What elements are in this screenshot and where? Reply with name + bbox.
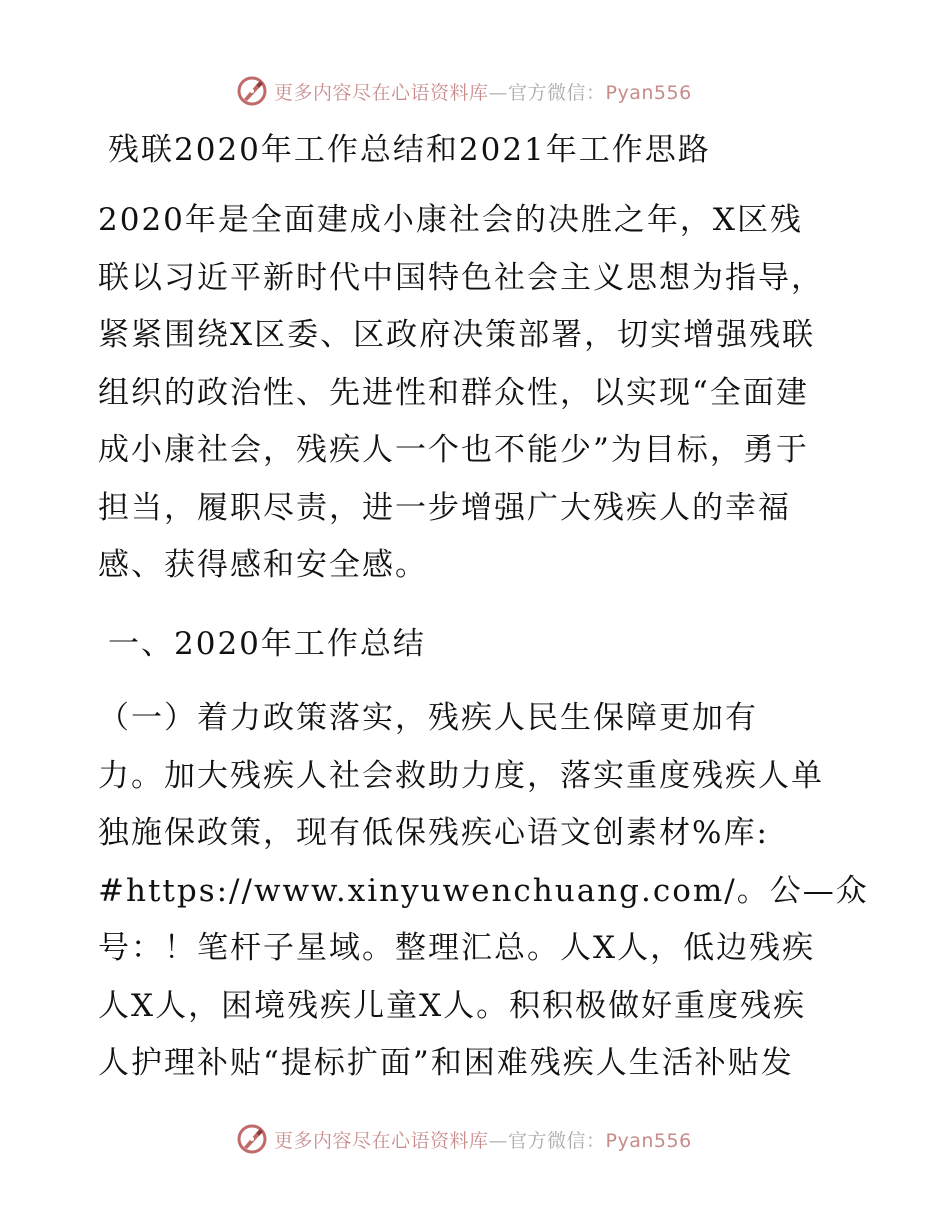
intro-line: 紧紧围绕X区委、区政府决策部署，切实增强残联 (98, 317, 816, 353)
watermark-prefix: 更多内容尽在心语资料库 (274, 81, 489, 104)
intro-line: 感、获得感和安全感。 (98, 547, 428, 583)
section-line: 人X人，困境残疾儿童X人。积积极做好重度残疾 (98, 987, 807, 1024)
watermark-wechat-label: 官方微信： (508, 81, 606, 104)
pen-logo-icon (236, 1123, 268, 1155)
intro-line: 联以习近平新时代中国特色社会主义思想为指导， (98, 259, 824, 296)
intro-line: 2020年是全面建成小康社会的决胜之年，X区残 (98, 202, 803, 238)
section-line: 力。加大残疾人社会救助力度，落实重度残疾人单 (98, 757, 824, 794)
section-line: 号：！笔杆子星域。整理汇总。人X人，低边残疾 (98, 930, 816, 966)
section-line: 独施保政策，现有低保残疾心语文创素材%库: (98, 815, 769, 851)
document-title: 残联2020年工作总结和2021年工作思路 (108, 132, 711, 168)
section-heading: 一、2020年工作总结 (108, 626, 426, 662)
watermark-text (274, 78, 692, 105)
watermark-text (274, 1126, 692, 1153)
intro-line: 担当，履职尽责，进一步增强广大残疾人的幸福 (98, 489, 791, 526)
watermark-banner-bottom (236, 1122, 692, 1156)
intro-paragraph (98, 192, 858, 595)
section-line: （一）着力政策落实，残疾人民生保障更加有 (98, 700, 758, 736)
section-line: 人护理补贴“提标扩面”和困难残疾人生活补贴发 (98, 1045, 794, 1081)
watermark-dash: — (488, 1129, 509, 1152)
watermark-wechat-label: 官方微信： (508, 1129, 606, 1152)
watermark-dash: — (488, 81, 509, 104)
section-paragraph (98, 690, 869, 1093)
pen-logo-icon (236, 75, 268, 107)
watermark-handle: Pyan556 (605, 81, 692, 104)
watermark-handle: Pyan556 (605, 1129, 692, 1152)
intro-line: 组织的政治性、先进性和群众性，以实现“全面建 (98, 374, 809, 411)
watermark-prefix: 更多内容尽在心语资料库 (274, 1129, 489, 1152)
intro-line: 成小康社会，残疾人一个也不能少”为目标，勇于 (98, 432, 809, 468)
section-line: #https://www.xinyuwenchuang.com/。公—众 (98, 872, 869, 909)
watermark-banner-top (236, 74, 692, 108)
